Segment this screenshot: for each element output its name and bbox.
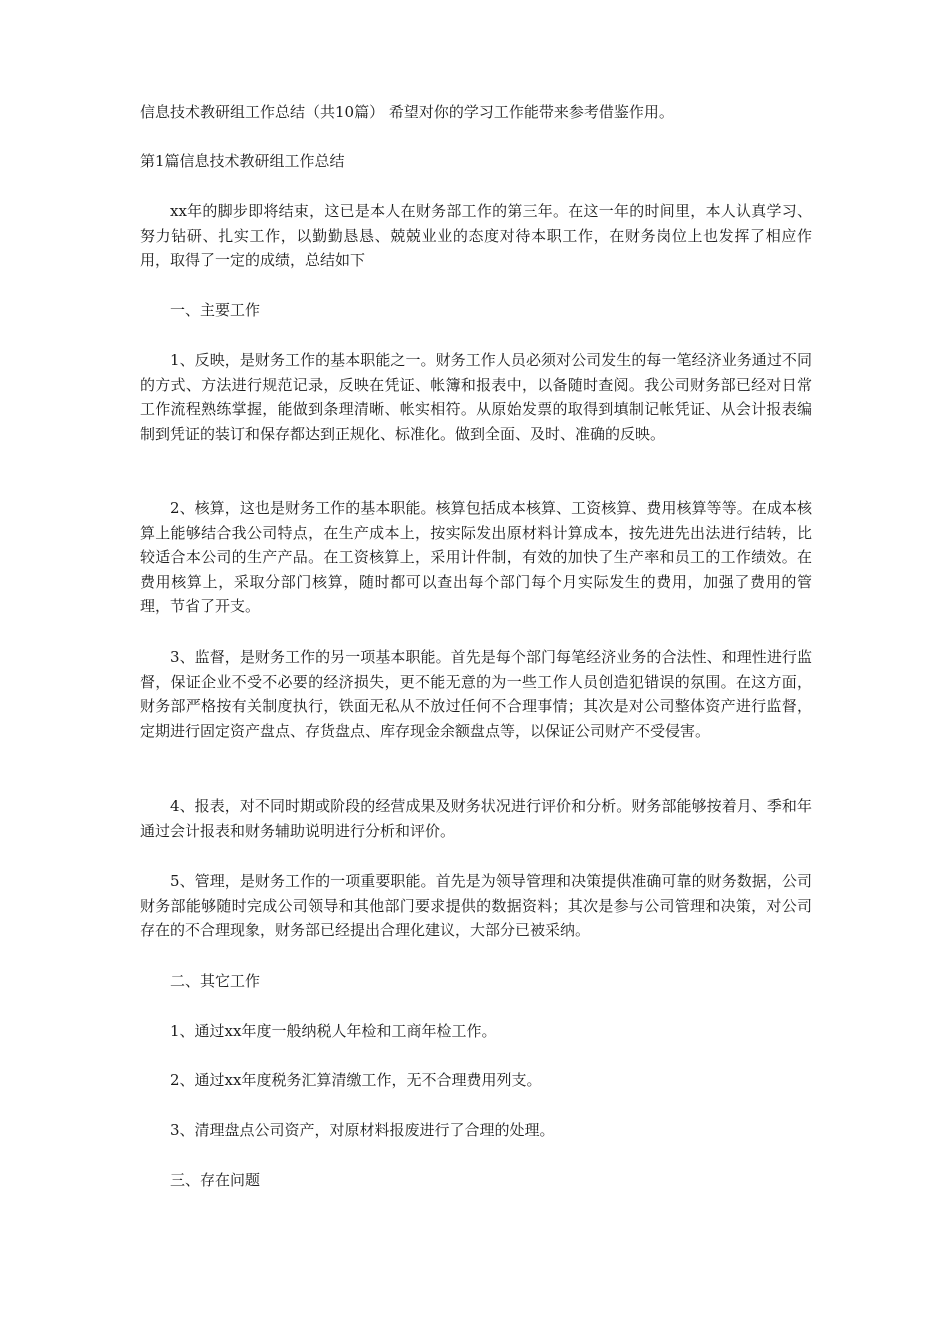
- main-work-item-5: 5、管理，是财务工作的一项重要职能。首先是为领导管理和决策提供准确可靠的财务数据，公司财务部能够随时完成公司领导和其他部门要求提供的数据资料；其次是参与公司管理和决策，对公司存在的不合理现象，财务部已经提出合理化建议，大部分已被采纳。: [140, 872, 812, 939]
- main-work-item-1: 1、反映，是财务工作的基本职能之一。财务工作人员必须对公司发生的每一笔经济业务通过不同的方式、方法进行规范记录，反映在凭证、帐簿和报表中，以备随时查阅。我公司财务部已经对日常工作流程熟练掌握，能做到条理清晰、帐实相符。从原始发票的取得到填制记帐凭证、从会计报表编制到凭证的装订和保存都达到正规化、标准化。做到全面、及时、准确的反映。: [140, 351, 812, 443]
- other-work-item-1: 1、通过xx年度一般纳税人年检和工商年检工作。: [170, 1022, 497, 1040]
- section-heading-other-work: 二、其它工作: [170, 972, 261, 990]
- main-work-item-3: 3、监督，是财务工作的另一项基本职能。首先是每个部门每笔经济业务的合法性、和理性进行监督，保证企业不受不必要的经济损失，更不能无意的为一些工作人员创造犯错误的氛围。在这方面，财务部严格按有关制度执行，铁面无私从不放过任何不合理事情；其次是对公司整体资产进行监督，定期进行固定资产盘点、存货盘点、库存现金余额盘点等，以保证公司财产不受侵害。: [140, 648, 812, 740]
- main-work-item-4: 4、报表，对不同时期或阶段的经营成果及财务状况进行评价和分析。财务部能够按着月、季和年通过会计报表和财务辅助说明进行分析和评价。: [140, 797, 812, 840]
- main-work-item-2: 2、核算，这也是财务工作的基本职能。核算包括成本核算、工资核算、费用核算等等。在成本核算上能够结合我公司特点，在生产成本上，按实际发出原材料计算成本，按先进先出法进行结转，比较适合本公司的生产产品。在工资核算上，采用计件制，有效的加快了生产率和员工的工作绩效。在费用核算上，采取分部门核算，随时都可以查出每个部门每个月实际发生的费用，加强了费用的管理，节省了开支。: [140, 499, 812, 615]
- chapter-title: 第1篇信息技术教研组工作总结: [140, 152, 345, 170]
- intro-paragraph: xx年的脚步即将结束，这已是本人在财务部工作的第三年。在这一年的时间里，本人认真学习、努力钻研、扎实工作，以勤勤恳恳、兢兢业业的态度对待本职工作，在财务岗位上也发挥了相应作用，取得了一定的成绩，总结如下: [140, 202, 812, 269]
- other-work-item-2: 2、通过xx年度税务汇算清缴工作，无不合理费用列支。: [170, 1071, 542, 1089]
- other-work-item-3: 3、清理盘点公司资产，对原材料报废进行了合理的处理。: [170, 1121, 555, 1139]
- document-title-line: 信息技术教研组工作总结（共10篇） 希望对你的学习工作能带来参考借鉴作用。: [140, 103, 674, 121]
- section-heading-main-work: 一、主要工作: [170, 301, 261, 319]
- section-heading-problems: 三、存在问题: [170, 1171, 261, 1189]
